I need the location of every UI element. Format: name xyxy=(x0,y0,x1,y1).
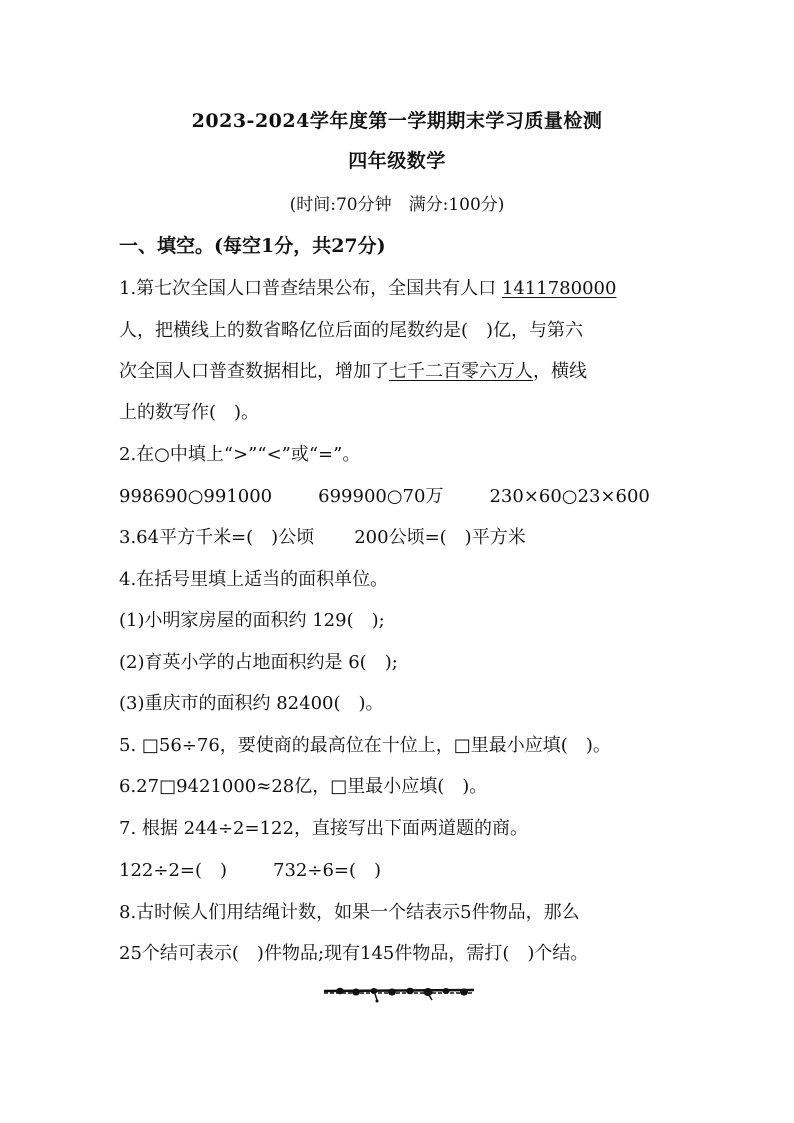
exam-subject: 四年级数学 xyxy=(348,150,446,172)
q1-line1 xyxy=(119,274,616,300)
q1-text-b: ，横线 xyxy=(533,361,587,382)
q3-part-b: 200公顷=( )平方米 xyxy=(354,527,526,548)
exam-title: 2023-2024学年度第一学期期末学习质量检测 xyxy=(191,110,603,132)
q1-text-a: 次全国人口普查数据相比，增加了 xyxy=(119,361,389,382)
q7-part-a: 122÷2=( ) xyxy=(119,860,228,881)
q2-prompt: 2.在○中填上“>”“<”或“=”。 xyxy=(119,444,361,465)
q1-line4: 上的数写作( )。 xyxy=(119,402,260,423)
q5-line: 5. □56÷76，要使商的最高位在十位上，□里最小应填( )。 xyxy=(119,735,611,756)
q3-line xyxy=(119,523,526,549)
knot-rope-icon xyxy=(322,982,477,1004)
q2-compare-1: 998690○991000 xyxy=(119,486,273,507)
q7-answers xyxy=(119,856,381,882)
q2-comparisons xyxy=(119,482,650,508)
q4-sub-2: (2)育英小学的占地面积约是 6( ); xyxy=(119,652,398,673)
q2-compare-3: 230×60○23×600 xyxy=(489,486,650,507)
section-heading: 一、填空。(每空1分，共27分) xyxy=(119,235,386,257)
q1-line3 xyxy=(119,357,587,383)
q2-compare-2: 699900○70万 xyxy=(318,486,444,507)
q8-line1: 8.古时候人们用结绳计数，如果一个结表示5件物品，那么 xyxy=(119,902,580,923)
q1-underlined-words: 七千二百零六万人 xyxy=(389,361,533,382)
q7-part-b: 732÷6=( ) xyxy=(273,860,382,881)
q6-line: 6.27□9421000≈28亿，□里最小应填( )。 xyxy=(119,776,488,797)
exam-meta: (时间:70分钟 满分:100分) xyxy=(289,195,505,215)
q3-part-a: 3.64平方千米=( )公顷 xyxy=(119,527,315,548)
q1-underlined-number: 1411780000 xyxy=(501,278,617,299)
q4-sub-1: (1)小明家房屋的面积约 129( ); xyxy=(119,610,385,631)
q4-prompt: 4.在括号里填上适当的面积单位。 xyxy=(119,569,389,590)
q8-line2: 25个结可表示( )件物品;现有145件物品，需打( )个结。 xyxy=(119,943,589,964)
q1-line2: 人，把横线上的数省略亿位后面的尾数约是( )亿，与第六 xyxy=(119,320,584,341)
q4-sub-3: (3)重庆市的面积约 82400( )。 xyxy=(119,693,384,714)
q7-prompt: 7. 根据 244÷2=122，直接写出下面两道题的商。 xyxy=(119,818,528,839)
q1-text: 1.第七次全国人口普查结果公布，全国共有人口 xyxy=(119,278,502,299)
